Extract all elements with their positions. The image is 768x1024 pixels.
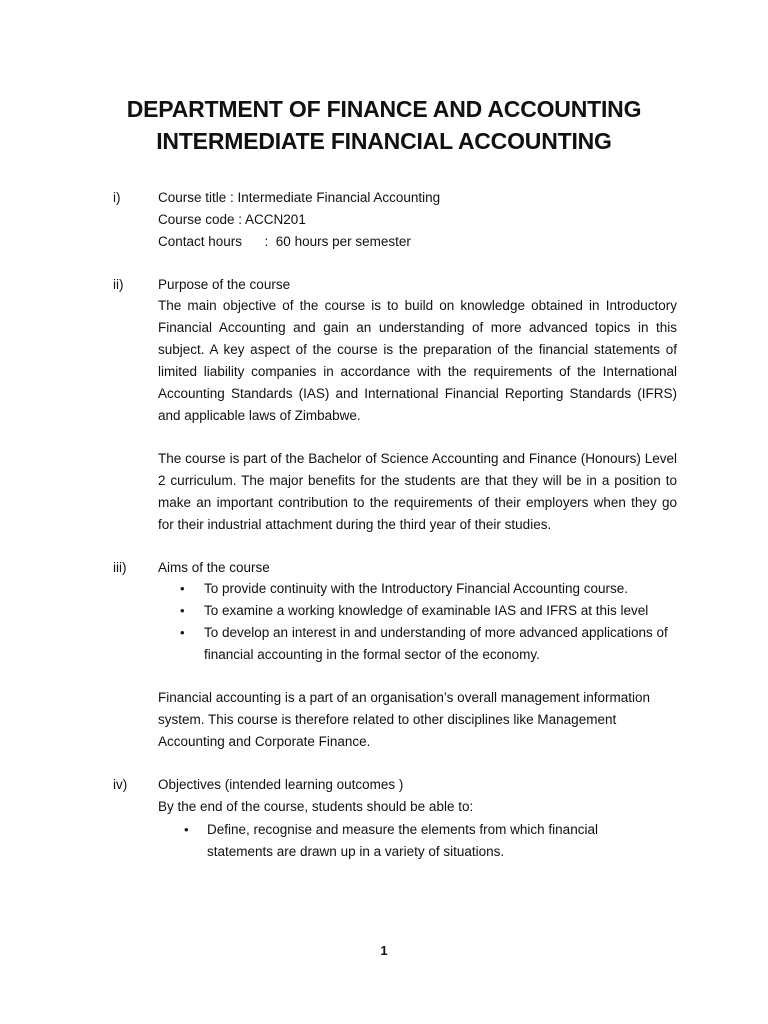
bullet-marker: • — [180, 625, 185, 640]
purpose-heading: Purpose of the course — [158, 277, 291, 292]
page-number: 1 — [380, 943, 388, 958]
department-title: DEPARTMENT OF FINANCE AND ACCOUNTING — [126, 96, 642, 122]
bullet-marker: • — [180, 581, 185, 596]
bullet-marker: • — [184, 822, 189, 837]
aims-heading: Aims of the course — [158, 560, 270, 575]
objectives-heading: Objectives (intended learning outcomes ) — [158, 777, 404, 792]
aim-item-2: To examine a working knowledge of examinable IAS and IFRS at this level — [204, 603, 649, 618]
course-code-line: Course code : ACCN201 — [158, 212, 306, 227]
section-number-iv: iv) — [113, 777, 128, 792]
program-paragraph: The course is part of the Bachelor of Science Accounting and Finance (Honours) Level 2 curriculum. The major benefits for the students are that they will be in a position to make an important contribution to the requirements of their employers when they go for their industrial attachment during the third year of their studies. — [158, 451, 677, 532]
contact-hours-line: Contact hours : 60 hours per semester — [158, 234, 411, 249]
bullet-marker: • — [180, 603, 185, 618]
aim-item-1: To provide continuity with the Introductory Financial Accounting course. — [204, 581, 628, 596]
course-title-line: Course title : Intermediate Financial Accounting — [158, 190, 441, 205]
section-number-ii: ii) — [113, 277, 124, 292]
section-number-iii: iii) — [113, 560, 127, 575]
financial-accounting-paragraph: Financial accounting is a part of an organisation’s overall management information system. This course is therefore related to other disciplines like Management Accounting and Corporate Finance. — [158, 690, 651, 749]
objective-item-1: Define, recognise and measure the elements from which financial statements are drawn up in a variety of situations. — [207, 822, 598, 859]
section-number-i: i) — [113, 190, 121, 205]
purpose-paragraph: The main objective of the course is to build on knowledge obtained in Introductory Financial Accounting and gain an understanding of more advanced topics in this subject. A key aspect of the course is the preparation of the financial statements of limited liability companies in accordance with the requirements of the International Accounting Standards (IAS) and International Financial Reporting Standards (IFRS) and applicable laws of Zimbabwe. — [158, 298, 677, 423]
course-heading: INTERMEDIATE FINANCIAL ACCOUNTING — [156, 128, 612, 154]
aim-item-3: To develop an interest in and understanding of more advanced applications of financial accounting in the formal sector of the economy. — [204, 625, 680, 662]
objectives-intro: By the end of the course, students should be able to: — [158, 799, 474, 814]
